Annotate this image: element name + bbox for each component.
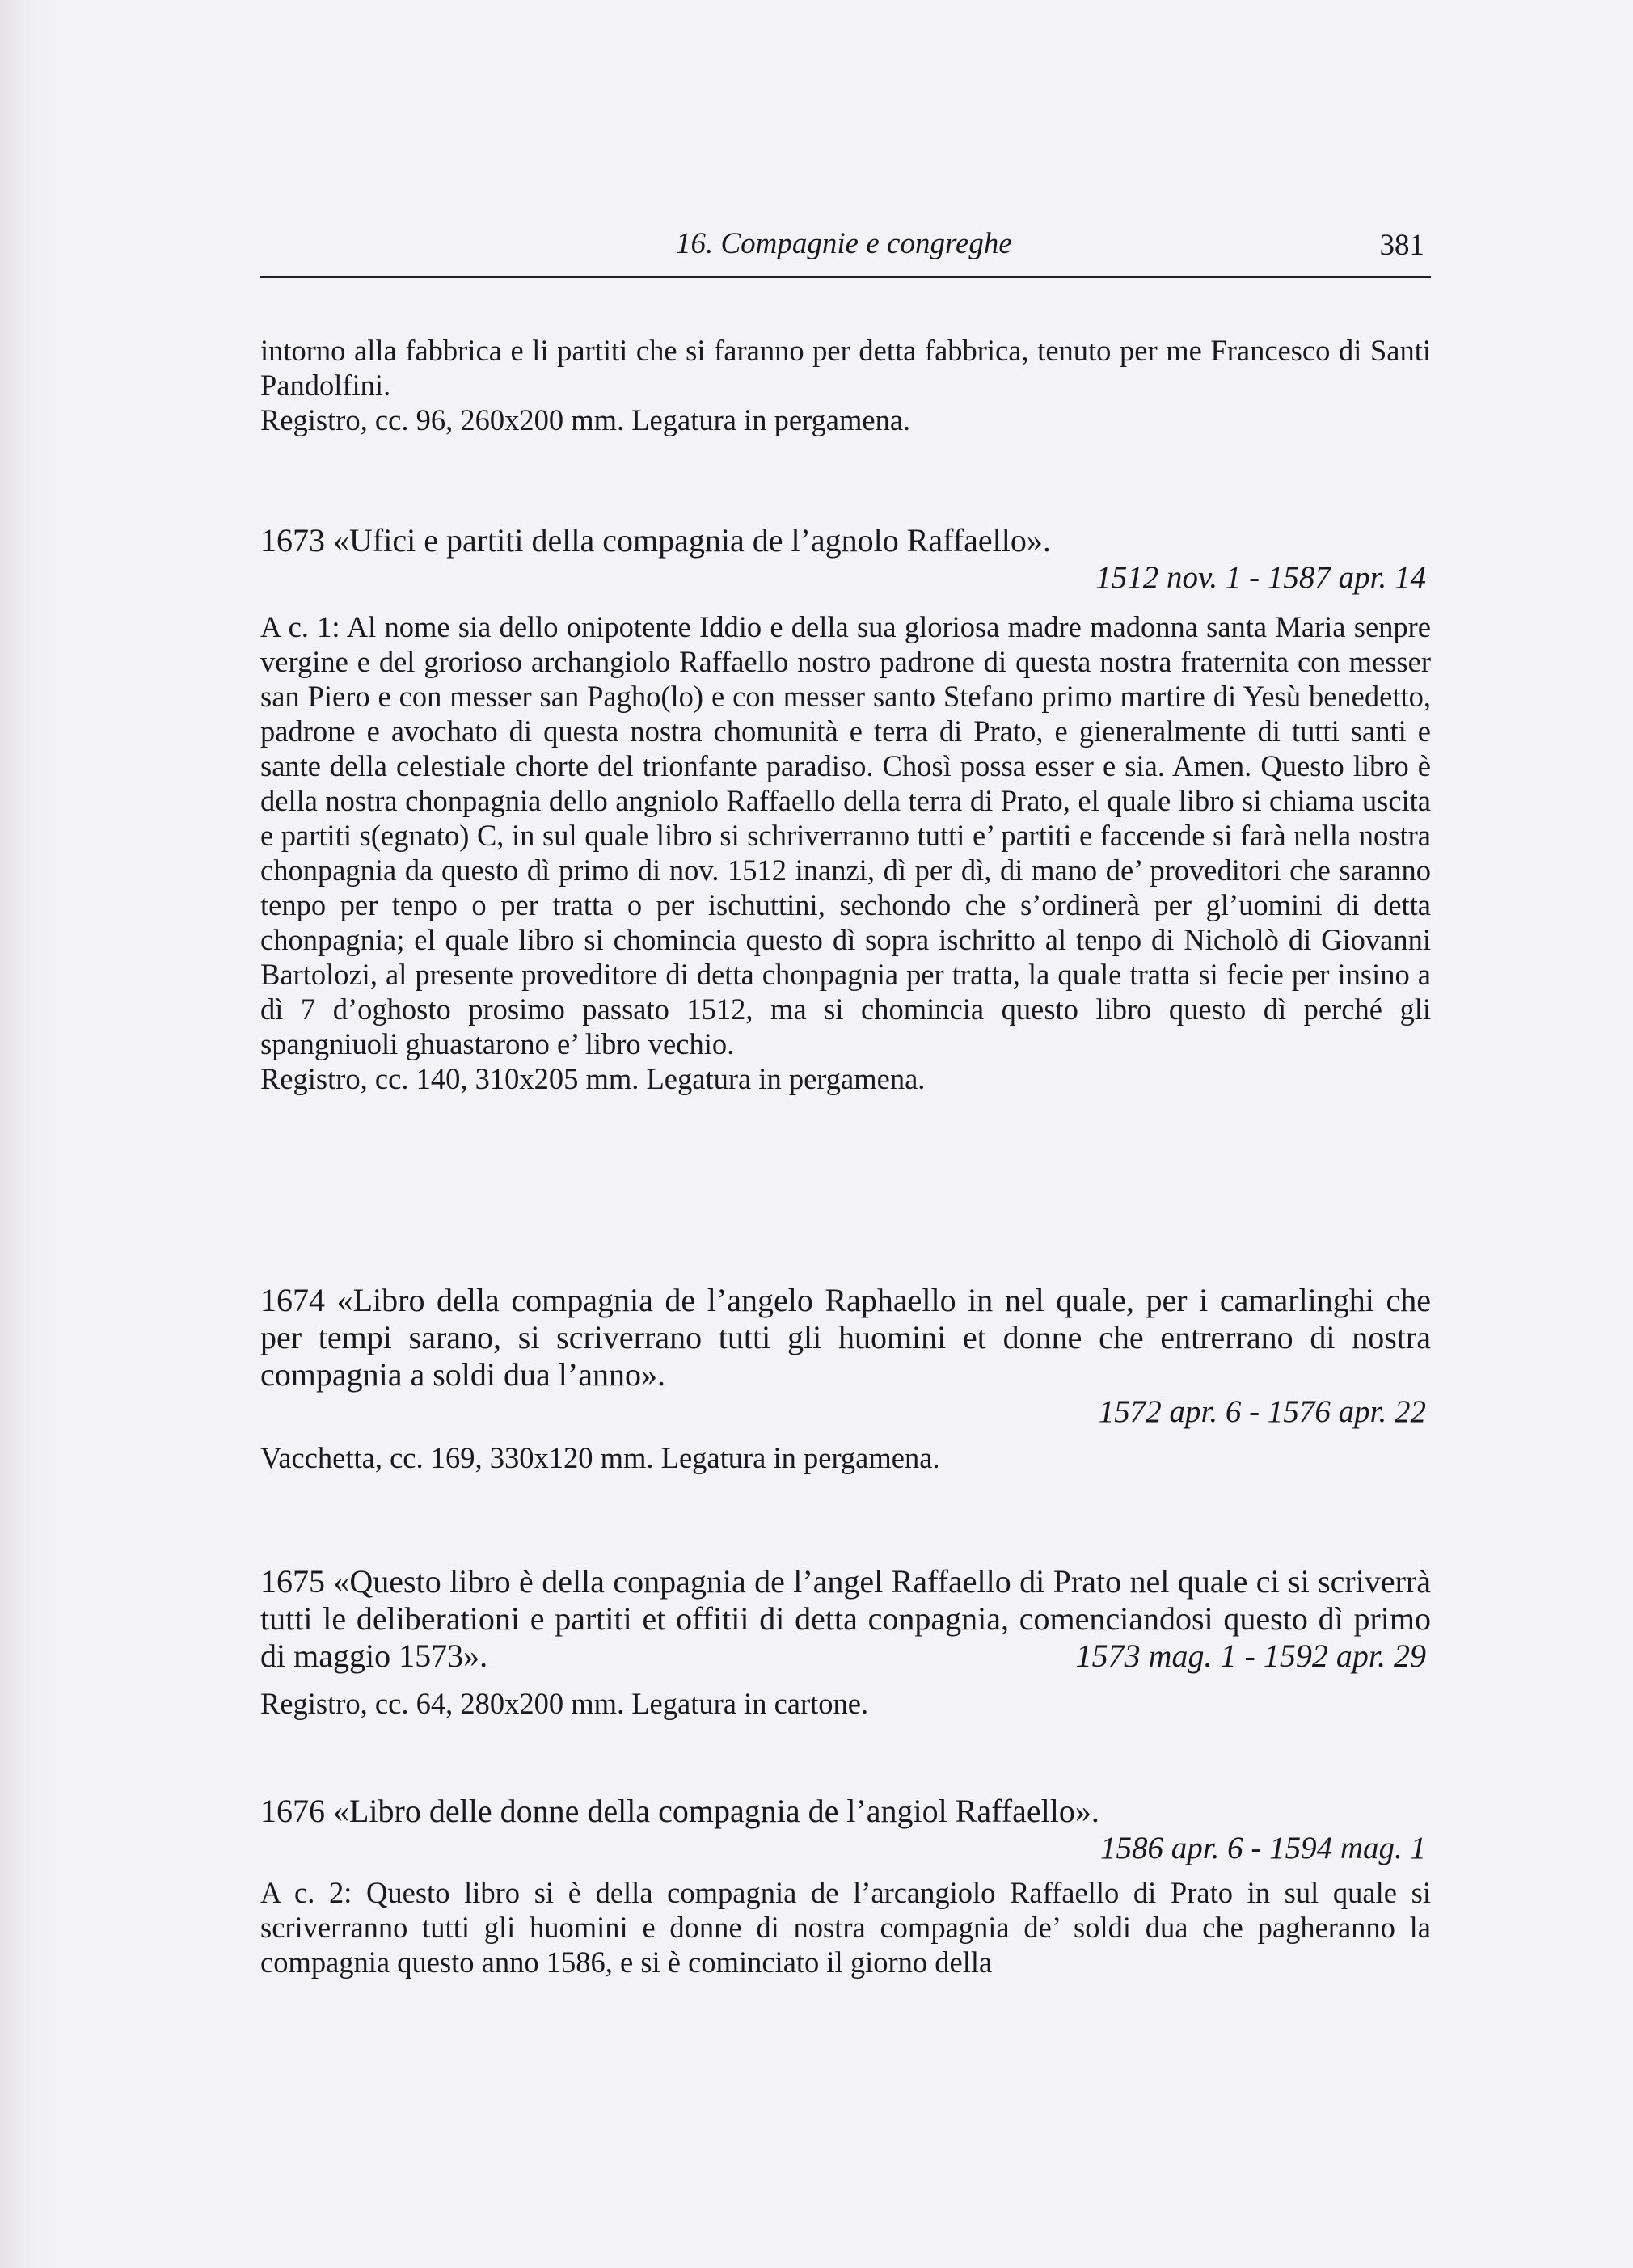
entry-dates: 1572 apr. 6 - 1576 apr. 22 bbox=[1098, 1394, 1426, 1429]
entry-1673 bbox=[260, 522, 1431, 1096]
entry-description: Registro, cc. 140, 310x205 mm. Legatura in pergamena. bbox=[260, 1062, 926, 1095]
entry-text: A c. 2: Questo libro si è della compagnia de l’arcangiolo Raffaello di Prato in sul quale si scriverranno tutti gli huomini e donne di nostra compagnia de’ soldi dua che pagheranno la compagnia questo anno 1586, e si è cominciato il giorno della bbox=[260, 1876, 1431, 1979]
entry-1676 bbox=[260, 1793, 1431, 1979]
running-head bbox=[260, 218, 1431, 278]
entry-dates: 1512 nov. 1 - 1587 apr. 14 bbox=[1095, 560, 1426, 595]
running-title: 16. Compagnie e congreghe bbox=[676, 227, 1012, 260]
entry-1674 bbox=[260, 1282, 1431, 1475]
entry-dates: 1586 apr. 6 - 1594 mag. 1 bbox=[1099, 1831, 1426, 1865]
continuation-block bbox=[260, 333, 1431, 437]
scan-edge bbox=[0, 0, 57, 2268]
entry-1675 bbox=[260, 1563, 1431, 1721]
page-number: 381 bbox=[1379, 229, 1424, 262]
entry-title: 1676 «Libro delle donne della compagnia de l’angiol Raffaello». bbox=[260, 1793, 1099, 1829]
entry-title bbox=[260, 1563, 1431, 1675]
book-page bbox=[260, 218, 1431, 1979]
entry-description: Vacchetta, cc. 169, 330x120 mm. Legatura in pergamena. bbox=[260, 1441, 940, 1474]
entry-description: Registro, cc. 64, 280x200 mm. Legatura in cartone. bbox=[260, 1687, 869, 1720]
entry-title-text: 1675 «Questo libro è della conpagnia de l’angel Raffaello di Prato nel quale ci si scriverrà tutti le deliberationi e partiti et offitii di detta conpagnia, comenciandosi questo dì primo di maggio 1573». bbox=[260, 1563, 1431, 1674]
continuation-description: Registro, cc. 96, 260x200 mm. Legatura in pergamena. bbox=[260, 403, 911, 436]
entry-dates: 1573 mag. 1 - 1592 apr. 29 bbox=[1075, 1638, 1426, 1674]
continuation-text: intorno alla fabbrica e li partiti che si faranno per detta fabbrica, tenuto per me Francesco di Santi Pandolfini. bbox=[260, 334, 1431, 402]
entry-title: 1674 «Libro della compagnia de l’angelo Raphaello in nel quale, per i camarlinghi che per tempi sarano, si scriverrano tutti gli huomini et donne che entrerrano di nostra compagnia a soldi dua l’anno». bbox=[260, 1282, 1431, 1393]
entry-title: 1673 «Ufici e partiti della compagnia de l’agnolo Raffaello». bbox=[260, 522, 1051, 559]
entry-text: A c. 1: Al nome sia dello onipotente Iddio e della sua gloriosa madre madonna santa Maria senpre vergine e del grorioso archangiolo Raffaello nostro padrone di questa nostra fraternita con messer san Piero e con messer san Pagho(lo) e con messer santo Stefano primo martire di Yesù benedetto, padrone e avochato di questa nostra chomunità e terra di Prato, e gieneralmente di tutti santi e sante della celestiale chorte del trionfante paradiso. Chosì possa esser e sia. Amen. Questo libro è della nostra chonpagnia dello angniolo Raffaello della terra di Prato, el quale libro si chiama uscita e partiti s(egnato) C, in sul quale libro si schriverranno tutti e’ partiti e faccende si farà nella nostra chonpagnia da questo dì primo di nov. 1512 inanzi, dì per dì, di mano de’ proveditori che saranno tenpo per tenpo o per tratta o per ischuttini, sechondo che s’ordinerà per gl’uomini di detta chonpagnia; el quale libro si chomincia questo dì sopra ischritto al tenpo di Nicholò di Giovanni Bartolozi, al presente proveditore di detta chonpagnia per tratta, la quale tratta si fecie per insino a dì 7 d’oghosto prosimo passato 1512, ma si chomincia questo libro questo dì perché gli spangniuoli ghuastarono e’ libro vechio. bbox=[260, 610, 1431, 1060]
